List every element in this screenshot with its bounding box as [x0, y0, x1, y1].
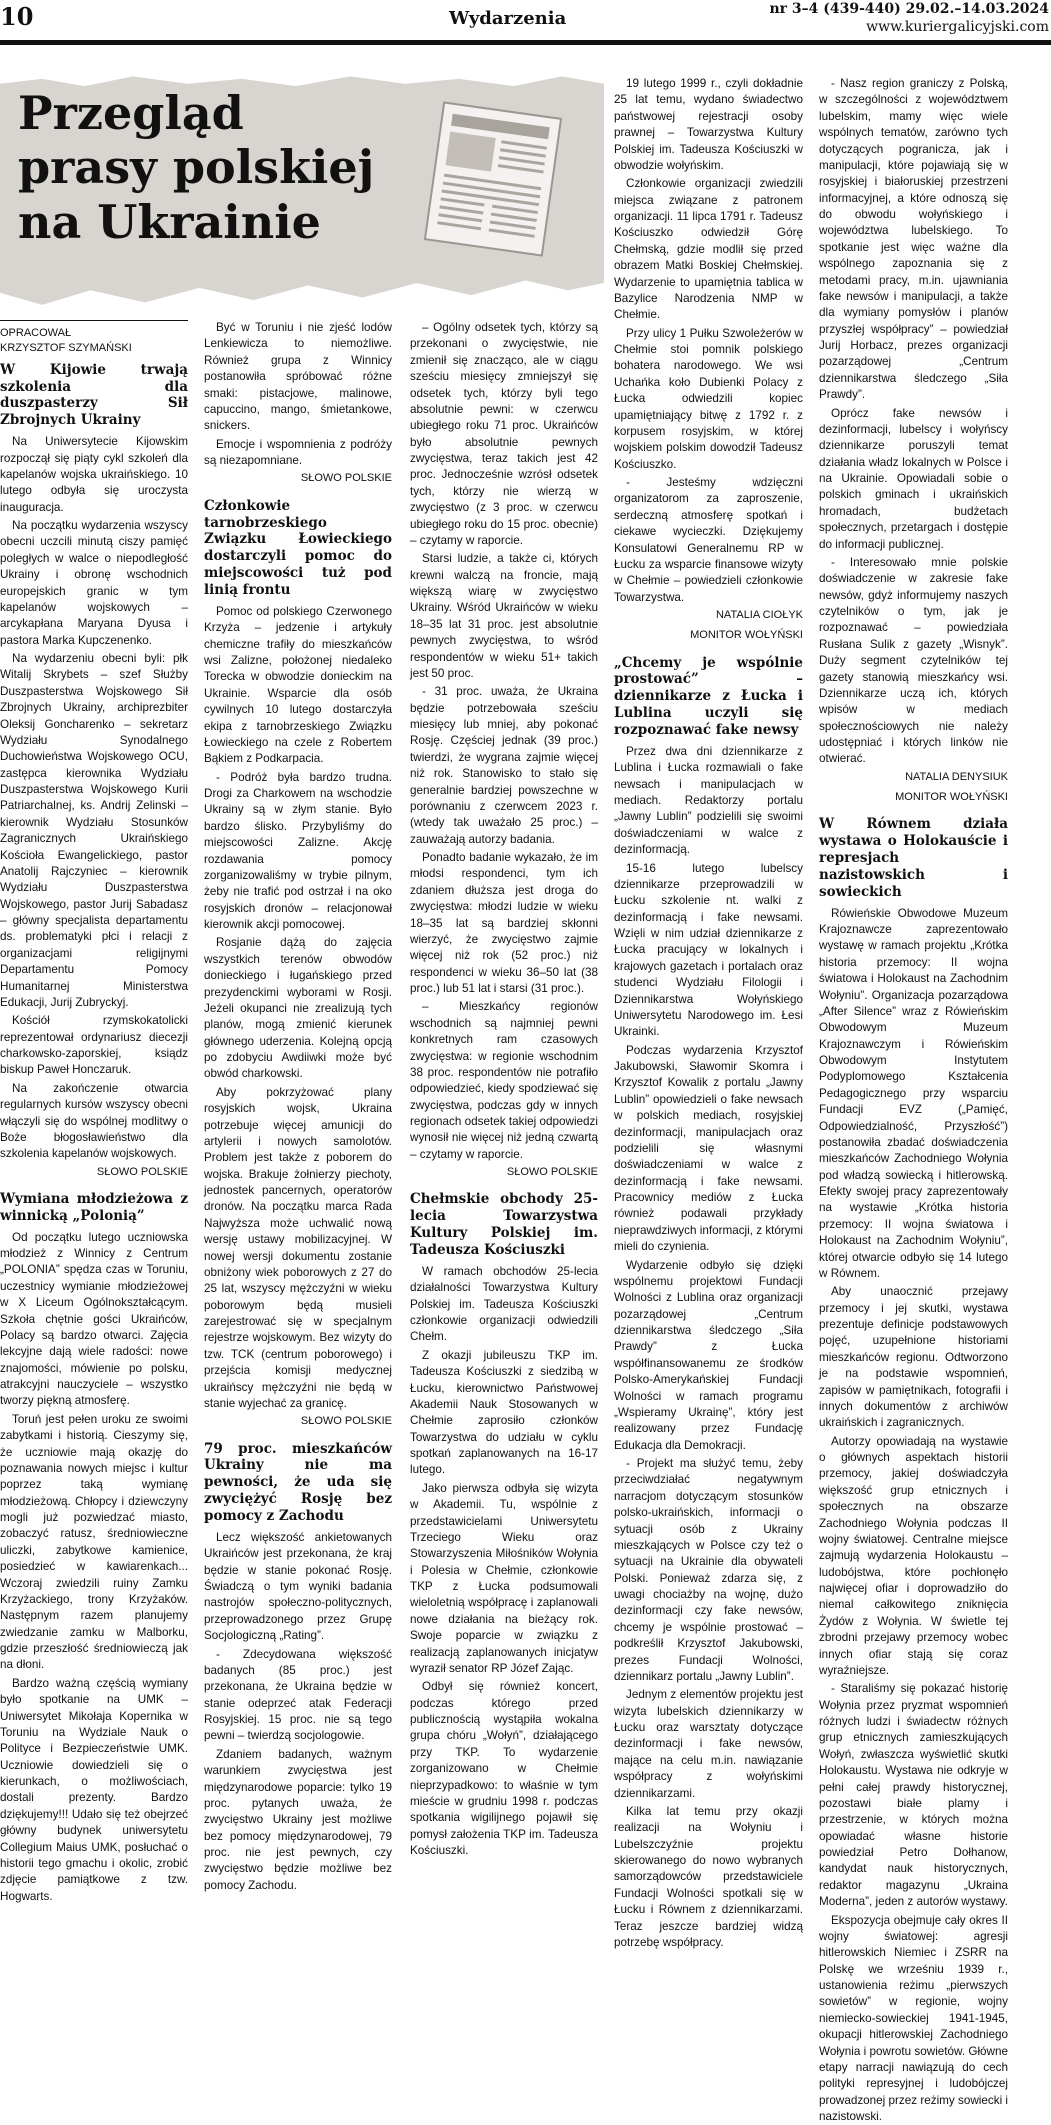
column-1	[0, 320, 188, 1903]
paragraph: Przy ulicy 1 Pułku Szwoleżerów w Chełmie stoi pomnik polskiego bohatera narodowego. We wsi Uchańka koło Dubienki Polacy z Łucka odwiedzili kopiec upamiętniający bitwę z 1792 r. z korpusem rosyjskim, w której wojskiem polskim dowodził Tadeusz Kościuszko.	[614, 326, 803, 471]
article-source: SŁOWO POLSKIE	[96, 1165, 188, 1178]
paragraph: Aby unaocznić przejawy przemocy i jej skutki, wystawa prezentuje definicje podstawowych pojęć, uzupełnione historiami mieszkańców regionu. Odtworzono je na podstawie wspomnień, zapisów w pamiętnikach, fotografii i innych dokumentów z archiwów ukraińskich i zagranicznych.	[819, 1285, 1008, 1430]
page-header	[0, 0, 1051, 40]
paragraph: Jako pierwsza odbyła się wizyta w Akademii. Tu, wspólnie z przedstawicielami Uniwersytetu Trzeciego Wieku oraz Stowarzyszenia Miłośników Wołynia i Polesia w Chełmie, członkowie TKP z Łucka podsumowali wieloletnią współpracę i zaplanowali nowe działania na bieżący rok. Swoje poparcie w związku z realizacją zaplanowanych inicjatyw wyraził senator RP Józef Zając.	[410, 1481, 598, 1675]
paragraph: Lecz większość ankietowanych Ukraińców jest przekonana, że kraj będzie w stanie pokonać Rosję. Świadczą o tym wyniki badania nastrojów społeczno-politycznych, przeprowadzonego przez Grupę Socjologiczną „Rating”.	[204, 1530, 392, 1643]
paragraph: - Interesowało mnie polskie doświadczenie w zakresie fake newsów, gdyż informujemy naszych czytelników o tym, jak je rozpoznawać – powiedziała Rusłana Sulik z gazety „Wisnyk”. Duży segment czytelników tej gazety stanowią mieszkańcy wsi. Dziennikarze uczą ich, których wpisów w mediach społecznościowych nie należy udostępniać i których linków nie otwierać.	[819, 555, 1008, 766]
column-3	[410, 320, 598, 1858]
paragraph: – Mieszkańcy regionów wschodnich są najmniej pewni konkretnych ram czasowych zwycięstwa: w regionie wschodnim 38 proc. respondentów nie potrafiło odpowiedzieć, kiedy spodziewać się zwycięstwa, podczas gdy w innych regionach odsetek takiej odpowiedzi wynosił nie więcej niż jedną czwartą – czytamy w raporcie.	[410, 1000, 598, 1161]
paragraph: Na wydarzeniu obecni byli: płk Witalij Skrybets – szef Służby Duszpasterstwa Wojskowego Sił Zbrojnych Ukrainy, archiprezbiter Oleksij Goncharenko – sekretarz Wydziału Synodalnego Duchowieństwa Wojskowego OCU, zastępca kierownika Wydziału Duszpasterstwa Wojskowego Kurii Patriarchalnej, ks. Andrij Zelinski – kierownik Wydziału Stosunków Zagranicznych Ukraińskiego Kościoła Ewangelickiego, pastor Anatolij Rajczyniec – kierownik Wydziału Duszpasterstwa Wojskowego, pastor Jurij Sabadasz – główny specjalista departamentu ds. problematyki płci i relacji z organizacjami religijnymi Departamentu Pomocy Humanitarnej Ministerstwa Edukacji, Jurij Zubryckyj.	[0, 652, 188, 1009]
paragraph: Rosjanie dążą do zajęcia wszystkich terenów obwodów donieckiego i ługańskiego przed prezydenckimi wyborami w Rosji. Jeżeli okupanci nie zrealizują tych planów, mogą zmienić kierunek głównego uderzenia. Kolejną opcją po zdobyciu Awdiiwki może być obwód charkowski.	[204, 936, 392, 1081]
paragraph: Na początku wydarzenia wszyscy obecni uczcili minutą ciszy pamięć poległych w walce o niepodległość Ukrainy i obronę wschodnich europejskich granic w tym kapelanów wojskowych – arcykapłana Maryana Dyusa i pastora Marka Kupczenenko.	[0, 519, 188, 647]
paragraph: Ekspozycja obejmuje cały okres II wojny światowej: agresji hitlerowskich Niemiec i ZSRR na Polskę we wrześniu 1939 r., ustanowienia reżimu „pierwszych sowietów” w regionie, wojny niemiecko-sowieckiej 1941-1945, okupacji hitlerowskiej Zachodniego Wołynia i powrotu sowietów. Główne etapy narracji nawiązują do cech polityki represyjnej i ludobójczej prowadzonej przez reżimy sowiecki i nazistowski.	[819, 1913, 1009, 2124]
paragraph: 19 lutego 1999 r., czyli dokładnie 25 lat temu, wydano świadectwo państwowej rejestracji osoby prawnej – Towarzystwa Kultury Polskiej im. Tadeusza Kościuszki w obwodzie wołyńskim.	[614, 77, 803, 172]
paragraph: Odbył się również koncert, podczas którego przed publicznością wystąpiła wokalna grupa chóru „Wołyń”, działającego przy TKP. To wydarzenie zorganizowano w Chełmie nieprzypadkowo: to właśnie w tym mieście w grudniu 1998 r. podczas spotkania wigilijnego pojawił się pomysł założenia TKP im. Tadeusza Kościuszki.	[410, 1680, 598, 1858]
paragraph: Kościół rzymskokatolicki reprezentował ordynariusz diecezji charkowsko-zaporskiej, ksiądz biskup Paweł Honczaruk.	[0, 1014, 188, 1077]
article-title: 79 proc. mieszkańców Ukrainy nie ma pewności, że uda się zwyciężyć Rosję bez pomocy z Zachodu	[204, 1440, 392, 1525]
website-link[interactable]: www.kuriergalicyjski.com	[866, 19, 1049, 35]
article-author: NATALIA CIOŁYK	[715, 609, 803, 621]
paragraph: Aby pokrzyżować plany rosyjskich wojsk, Ukraina potrzebuje więcej amunicji do artylerii i nowych samolotów. Problem jest także z poborem do wojska. Brakuje żołnierzy piechoty, jednostek pancernych, operatorów dronów. Na początku marca Rada Najwyższa może uchwalić nową wersję ustawy mobilizacyjnej. W nowej wersji dokumentu zostanie obniżony wiek poborowych z 27 do 25 lat, wszyscy mężczyźni w wieku poborowym będą musieli zarejestrować się w specjalnym rejestrze wojskowym. Bez wizyty do tzw. TCK (centrum poborowego) i przejścia komisji medycznej ukraińscy mężczyźni nie będą w stanie wyjechać za granicę.	[204, 1085, 392, 1410]
byline-author: KRZYSZTOF SZYMAŃSKI	[0, 341, 132, 354]
article-source: MONITOR WOŁYŃSKI	[690, 629, 803, 642]
paragraph: Starsi ludzie, a także ci, których krewni walczą na froncie, mają większą wiarę w zwycięstwo Ukrainy. Wśród Ukraińców w wieku 18–35 lat 31 proc. jest absolutnie pewnych zwycięstwa, to wśród respondentów w wieku 51+ takich jest 50 proc.	[410, 552, 598, 680]
paragraph: Emocje i wspomnienia z podróży są niezapomniane.	[204, 437, 392, 467]
newspaper-icon	[418, 96, 568, 263]
paragraph: 15-16 lutego lubelscy dziennikarze przeprowadzili w Łucku szkolenie nt. walki z dezinformacją i fake newsami. Wzięli w nim udział dziennikarze z Łucka pracujący w lokalnych i krajowych gazetach i portalach oraz studenci Wydziału Filologii i Dziennikarstwa Wołyńskiego Uniwersytetu Narodowego im. Łesi Ukrainki.	[614, 861, 803, 1039]
paragraph: Rówieńskie Obwodowe Muzeum Krajoznawcze zaprezentowało wystawę w ramach projektu „Krótka historia przemocy: II wojna światowa i Holokaust na Zachodnim Wołyniu”. Organizacja pozarządowa „After Silence” wraz z Rówieńskim Obwodowym Muzeum Krajoznawczym i Rówieńskim Obwodowym Instytutem Podyplomowego Kształcenia Pedagogicznego przy wsparciu Fundacji EVZ („Pamięć, Odpowiedzialność, Przyszłość”) postanowiła zbadać doświadczenia mieszkańców Zachodniego Wołynia pod władzą sowiecką i hitlerowską. Efekty swojej pracy zaprezentowały na wystawie „Krótka historia przemocy: II wojna światowa i Holokaust na Zachodnim Wołyniu”, której otwarcie odbyło się 14 lutego w Równem.	[819, 906, 1008, 1280]
article-source: SŁOWO POLSKIE	[300, 1415, 392, 1428]
paragraph: – Ogólny odsetek tych, którzy są przekonani o zwycięstwie, nie zmienił się znacząco, ale w ciągu sześciu miesięcy zmniejszył się odsetek tych, którzy byli tego absolutnie pewni: w czerwcu ubiegłego roku 71 proc. Ukraińców było absolutnie pewnych zwycięstwa, teraz takich jest 42 proc. Jednocześnie wzrósł odsetek tych, którzy nie wierzą w zwycięstwo (z 3 proc. w czerwcu ubiegłego roku do 15 proc. obecnie) – czytamy w raporcie.	[410, 321, 598, 547]
article-title: W Równem działa wystawa o Holokauście i represjach nazistowskich i sowieckich	[819, 816, 1008, 900]
paragraph: Z okazji jubileuszu TKP im. Tadeusza Kościuszki z siedzibą w Łucku, kierownictwo Państwowej Akademii Nauk Stosowanych w Chełmie zaprosiło członków Towarzystwa do udziału w cyklu spotkań zaplanowanych na 16-17 lutego.	[410, 1348, 598, 1477]
paragraph: Przez dwa dni dziennikarze z Lublina i Łucka rozmawiali o fake newsach i manipulacjach w mediach. Redaktorzy portalu „Jawny Lublin” podzielili się swoimi doświadczeniami w walce z dezinformacją.	[614, 744, 803, 857]
article-title: Chełmskie obchody 25-lecia Towarzystwa Kultury Polskiej im. Tadeusza Kościuszki	[410, 1191, 598, 1259]
paragraph: Pomoc od polskiego Czerwonego Krzyża – jedzenie i artykuły chemiczne trafiły do mieszkańców wsi Zalizne, położonej niedaleko Torecka w obwodzie donieckim na Ukrainie. Wsparcie dla osób cywilnych 10 lutego dostarczyła ekipa z tarnobrzeskiego Związku Łowieckiego na czele z Robertem Bąkiem z Podkarpacia.	[204, 604, 392, 766]
article-title: W Kijowie trwają szkolenia dla duszpasterzy Sił Zbrojnych Ukrainy	[0, 361, 188, 429]
column-4	[614, 76, 803, 1949]
page-title: Przegląd prasy polskiej na Ukrainie	[18, 86, 375, 249]
paragraph: Jednym z elementów projektu jest wizyta lubelskich dziennikarzy w Łucku oraz warsztaty dotyczące dezinformacji i fake newsów, mające na celu m.in. nawiązanie współpracy z wołyńskimi dziennikarzami.	[614, 1688, 803, 1800]
paragraph: Toruń jest pełen uroku ze swoimi zabytkami i historią. Cieszymy się, że uczniowie mają okazję do poznawania nowych miejsc i kultur poprzez taką wymianę młodzieżową. Chłopcy i dziewczyny mogli już pozwiedzać miasto, zobaczyć ratusz, średniowieczne uliczki, zabytkowe kamienice, posiedzieć w kawiarenkach... Wczoraj zwiedzili ruiny Zamku Krzyżackiego, trony Krzyżaków. Następnym razem planujemy zwiedzanie zamku w Malborku, gdzie przeszłość średniowieczą jak na dłoni.	[0, 1412, 188, 1672]
paragraph: Na Uniwersytecie Kijowskim rozpoczął się piąty cykl szkoleń dla kapelanów wojska ukraińskiego. 10 lutego odbyła się uroczysta inauguracja.	[0, 435, 188, 514]
issue-info: nr 3–4 (439-440) 29.02.–14.03.2024	[769, 1, 1049, 17]
paragraph: - Zdecydowana większość badanych (85 proc.) jest przekonana, że Ukraina będzie w stanie odeprzeć atak Federacji Rosyjskiej. 15 proc. nie są tego pewni – twierdzą socjologowie.	[204, 1647, 392, 1743]
section-name: Wydarzenia	[449, 8, 567, 29]
paragraph: - Staraliśmy się pokazać historię Wołynia przez pryzmat wspomnień różnych ludzi i świadectw różnych grup etnicznych zamieszkujących Wołyń, zwłaszcza wyświetlić skutki Holokaustu. Wystawa nie odkryje w pełni całej prawdy historycznej, pozostawi białe plamy i przestrzenie, w których można opowiadać własne historie powiedział Petro Dołhanow, kandydat nauk historycznych, redaktor magazynu „Ukraina Moderna”, jeden z autorów wystawy.	[819, 1682, 1008, 1909]
paragraph: Podczas wydarzenia Krzysztof Jakubowski, Sławomir Skomra i Krzysztof Kowalik z portalu „Jawny Lublin” opowiedzieli o fake newsach w polskich mediach, rosyjskiej dezinformacji, manipulacjach oraz podzielili się własnymi doświadczeniami w walce z dezinformacją i fake newsami. Pracownicy mediów z Łucka również podawali przykłady nieprawdziwych informacji, z którymi mieli do czynienia.	[614, 1043, 803, 1254]
paragraph: - Podróż była bardzo trudna. Drogi za Charkowem na wschodzie Ukrainy są w złym stanie. Było bardzo ślisko. Przybyliśmy do miejscowości Zalizne. Akcję rozdawania pomocy zorganizowaliśmy w trybie pilnym, żeby nie trafić pod ostrzał i na oko rosyjskich dronów – relacjonował kierownik akcji pomocowej.	[204, 770, 392, 932]
byline-label: OPRACOWAŁ	[0, 327, 72, 339]
paragraph: Od początku lutego uczniowska młodzież z Winnicy z Centrum „POLONIA” spędza czas w Toruniu, uczestnicy wymianie młodzieżowej w X Liceum Ogólnokształcącym. Szkoła chętnie gości Ukraińców, Polacy są bardzo otwarci. Zajęcia lekcyjne dają wiele radości: nowe znajomości, mówienie po polsku, atrakcyjni nauczyciele – wszystko tworzy piękną atmosferę.	[0, 1230, 188, 1408]
paragraph: Bardzo ważną częścią wymiany było spotkanie na UMK – Uniwersytet Mikołaja Kopernika w Toruniu na Wydziale Nauk o Polityce i Bezpieczeństwie UMK. Uczniowie dowiedzieli się o kierunkach, o możliwościach, dostali prezenty. Bardzo dziękujemy!!! Udało się też obejrzeć główny budynek uniwersytetu Collegium Maius UMK, posłuchać o historii tego gmachu i okolic, zrobić zdjęcie pamiątkowe z tzw. Hogwarts.	[0, 1676, 188, 1903]
paragraph: Członkowie organizacji zwiedzili miejsca związane z patronem organizacji. 11 lipca 1791 r. Tadeusz Kościuszko odwiedził Górę Chełmską, gdzie modlił się przed obrazem Matki Boskiej Chełmskiej. Wydarzenie to upamiętnia tablica w Bazylice Narodzenia NMP w Chełmie.	[614, 177, 803, 322]
article-title: Członkowie tarnobrzeskiego Związku Łowieckiego dostarczyli pomoc do miejscowości tuż pod linią frontu	[204, 497, 392, 599]
page-number: 10	[0, 2, 34, 31]
article-source: SŁOWO POLSKIE	[506, 1166, 598, 1179]
paragraph: - Jesteśmy wdzięczni organizatorom za zaproszenie, serdeczną atmosferę spotkań i ciekawe wycieczki. Dziękujemy Konsulatowi Generalnemu RP w Łucku za wsparcie finansowe wizyty w Chełmie – powiedzieli członkowie Towarzystwa.	[614, 476, 803, 604]
article-source: SŁOWO POLSKIE	[300, 472, 392, 485]
article-title: Wymiana młodzieżowa z winnicką „Polonią”	[0, 1190, 188, 1224]
paragraph: - 31 proc. uważa, że Ukraina będzie potrzebowała sześciu miesięcy lub mniej, aby pokonać Rosję. Częściej jednak (39 proc.) twierdzi, że wygrana zajmie więcej niż rok. Stanowisko to stało się generalnie bardziej powszechne w porównaniu z czerwcem 2023 r. (wtedy tak uważało 25 proc.) – zauważają autorzy badania.	[410, 685, 598, 846]
paragraph: Być w Toruniu i nie zjeść lodów Lenkiewicza to niemożliwe. Również grupa z Winnicy postanowiła spróbować różne smaki: pistacjowe, malinowe, capuccino, mango, śmietankowe, snickers.	[204, 321, 392, 433]
paragraph: Zdaniem badanych, ważnym warunkiem zwycięstwa jest międzynarodowe poparcie: tylko 19 proc. pytanych uważa, że zwycięstwo Ukrainy jest możliwe bez pomocy międzynarodowej, 79 proc. nie jest pewnych, czy zwycięstwo będzie możliwe bez pomocy Zachodu.	[204, 1747, 392, 1892]
column-2	[204, 320, 392, 1892]
paragraph: Ponadto badanie wykazało, że im młodsi respondenci, tym ich zdaniem dłuższa jest droga do zwycięstwa: młodzi ludzie w wieku 18–35 lat są bardziej skłonni wierzyć, że zwycięstwo zajmie więcej niż rok (52 proc.) niż respondenci w wieku 36–50 lat (38 proc.) lub 51 lat i starsi (31 proc.).	[410, 851, 598, 995]
column-5	[819, 76, 1009, 2124]
paragraph: - Projekt ma służyć temu, żeby przeciwdziałać negatywnym narracjom dotyczącym stosunków polsko-ukraińskich, informacji o sytuacji osób z Ukrainy mieszkających w Polsce czy też o sytuacji na Ukrainie dla obywateli Polski. Ponieważ zdarza się, z uwagi chociażby na wojnę, dużo dezinformacji czy fake newsów, chcemy je wspólnie prostować – podkreślił Krzysztof Jakubowski, prezes Fundacji Wolności, dziennikarz portalu „Jawny Lublin”.	[614, 1457, 803, 1683]
paragraph: Autorzy opowiadają na wystawie o głównych aspektach historii przemocy, jakiej doświadczyła większość grup etnicznych i społecznych na obszarze Zachodniego Wołynia podczas II wojny światowej. Centralne miejsce zajmują wydarzenia Holokaustu – ludobójstwa, które pochłonęło najwięcej ofiar i doprowadziło do niemal całkowitego zniknięcia Żydów z Wołynia. W świetle tej zbrodni przejawy przemocy wobec innych ofiar stają się coraz wyraźniejsze.	[819, 1434, 1008, 1677]
paragraph: Kilka lat temu przy okazji realizacji na Wołyniu i Lubelszczyźnie projektu skierowanego do nowo wybranych samorządowców przedstawiciele Fundacji Wolności spotkali się w Łucku i Równem z dziennikarzami. Teraz jeszcze bardziej widzą potrzebę współpracy.	[614, 1804, 803, 1949]
paragraph: Na zakończenie otwarcia regularnych kursów wszyscy obecni włączyli się do wspólnej modlitwy o Boże błogosławieństwo dla szkolenia kapelanów wojskowych.	[0, 1081, 188, 1161]
article-author: NATALIA DENYSIUK	[905, 770, 1008, 783]
paragraph: W ramach obchodów 25-lecia działalności Towarzystwa Kultury Polskiej im. Tadeusza Kościuszki członkowie organizacji odwiedzili Chełm.	[410, 1264, 598, 1344]
article-source: MONITOR WOŁYŃSKI	[895, 791, 1008, 804]
paragraph: - Nasz region graniczy z Polską, w szczególności z województwem lubelskim, mamy więc wiele wspólnych tematów, zarówno tych dotyczących pogranicza, jak i manipulacji, które pojawiają się w rosyjskiej i białoruskiej przestrzeni informacyjnej, a które odnoszą się do obwodu wołyńskiego i województwa lubelskiego. To spotkanie jest więc ważne dla wspólnego zapoznania się z metodami pracy, m.in. ujawniania fake newsów i manipulacji, a także dla wymiany pomysłów i planów przyszłej współpracy” – powiedział Jurij Horbacz, prezes organizacji pozarządowej „Centrum dziennikarstwa śledczego „Siła Prawdy”.	[819, 77, 1008, 402]
byline	[0, 320, 188, 356]
header-rule	[0, 40, 1051, 45]
paragraph: Wydarzenie odbyło się dzięki wspólnemu projektowi Fundacji Wolności z Lublina oraz organizacji pozarządowej „Centrum dziennikarstwa śledczego „Siła Prawdy” z Łucka współfinansowanemu ze środków Polsko-Amerykańskiej Fundacji Wolności w ramach programu „Wspieramy Ukrainę”, który jest realizowany przez Fundację Edukacja dla Demokracji.	[614, 1258, 803, 1452]
article-title: „Chcemy je wspólnie prostować” – dziennikarze z Łucka i Lublina uczyli się rozpoznawać fake newsy	[614, 654, 803, 739]
paragraph: Oprócz fake newsów i dezinformacji, lubelscy i wołyńscy dziennikarze poruszyli temat działania władz lokalnych w Polsce i na Ukrainie. Opowiadali sobie o polskich gminach i ukraińskich hromadach, budżetach społecznych, przetargach i dostępie do informacji publicznej.	[819, 406, 1008, 551]
